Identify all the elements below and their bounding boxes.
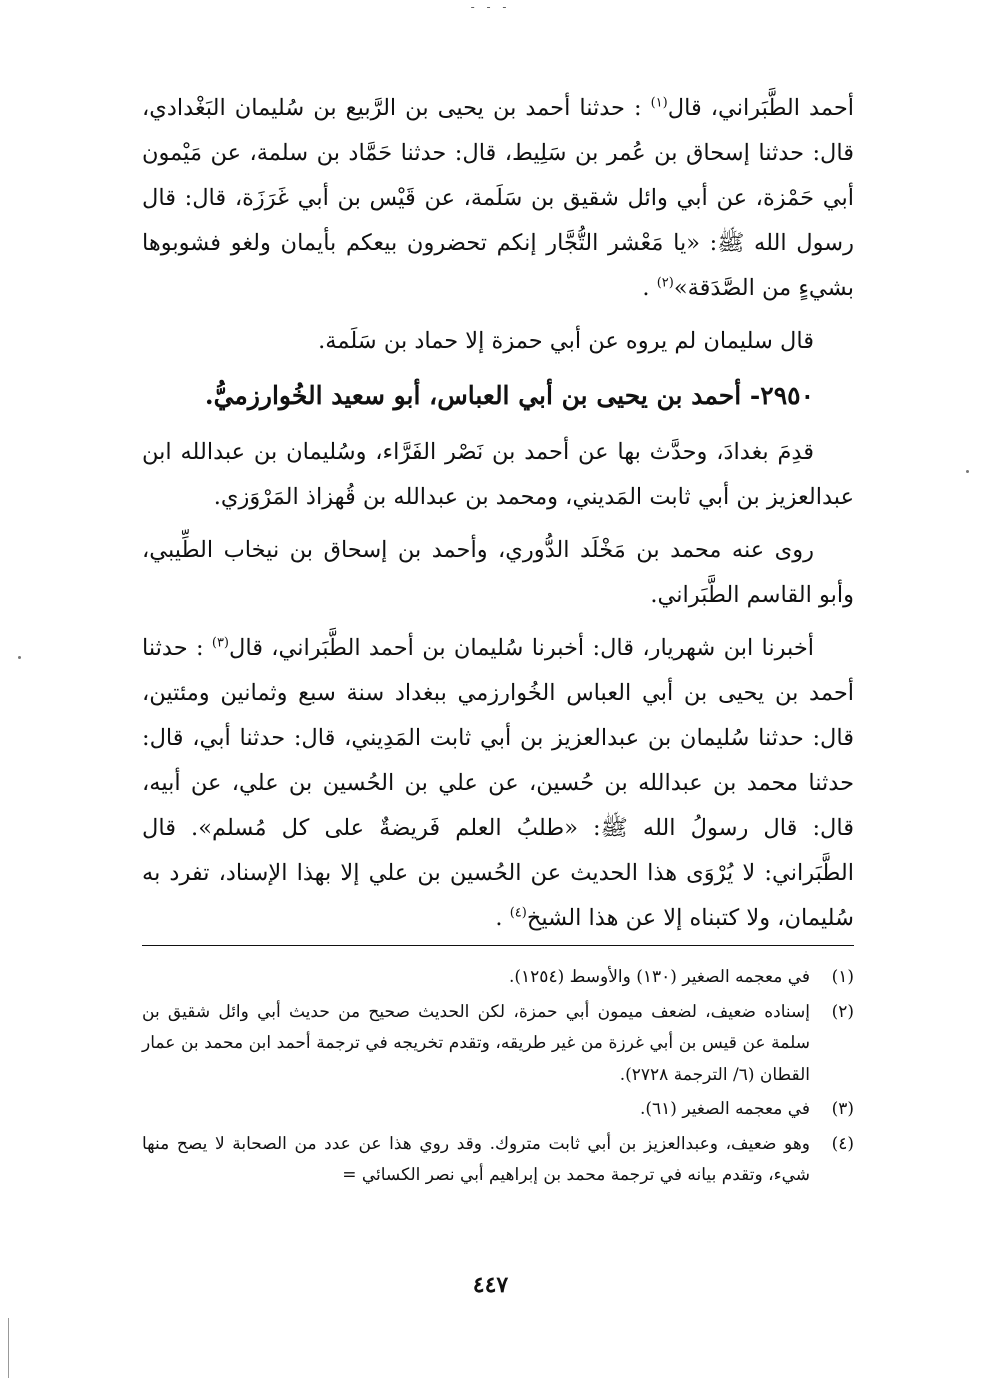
scan-speck (18, 656, 21, 659)
paragraph-5-part-c: . (495, 905, 510, 931)
paragraph-1-part-a: أحمد الطَّبَراني، قال (667, 95, 855, 121)
footnote-ref-3[interactable]: (٣) (211, 635, 229, 651)
paragraph-5-part-b: : حدثنا أحمد بن يحيى بن أبي العباس الخُوارزمي ببغداد سنة سبع وثمانين ومئتين، قال: حدثنا سُليمان بن عبدالعزيز بن أبي ثابت المَدِيني، قال: حدثنا أبي، قال: حدثنا محمد بن عبدالله بن حُسين، عن علي بن الحُسين بن علي، عن أبيه، قال: قال رسولُ الله ﷺ: «طلبُ العلم فَريضةٌ على كل مُسلم». قال الطَّبَراني: لا يُرْوَى هذا الحديث عن الحُسين بن علي إلا بهذا الإسناد، تفرد به سُليمان، ولا كتبناه إلا عن هذا الشيخ (142, 635, 854, 931)
footnote-ref-4[interactable]: (٤) (509, 905, 527, 921)
paragraph-1-part-c: . (642, 275, 657, 301)
paragraph-1-part-b: : حدثنا أحمد بن يحيى بن الرَّبيع بن سُليمان البَغْدادي، قال: حدثنا إسحاق بن عُمر بن سَلِيط، قال: حدثنا حَمَّاد بن سلمة، عن مَيْمون أبي حَمْزة، عن أبي وائل شقيق بن سَلَمة، عن قَيْس بن أبي غَرَزَة، قال: قال رسول الله ﷺ: «يا مَعْشر التُّجَّار إنكم تحضرون بيعكم بأيمان ولغو فشوبوها بشيءٍ من الصَّدَقة» (142, 95, 854, 301)
footnote-3 (142, 1094, 854, 1126)
footnote-text: في معجمه الصغير (٦١). (639, 1099, 810, 1119)
footnote-number: (١) (831, 967, 854, 987)
scan-speck (966, 470, 969, 473)
footnote-number: (٢) (831, 1001, 854, 1022)
paragraph-5-part-a: أخبرنا ابن شهريار، قال: أخبرنا سُليمان بن أحمد الطَّبَراني، قال (229, 635, 815, 661)
footnote-text: وهو ضعيف، وعبدالعزيز بن أبي ثابت متروك. وقد روي هذا عن عدد من الصحابة لا يصح منها شيء، وتقدم بيانه في ترجمة محمد بن إبراهيم أبي نصر الكسائي = (142, 1133, 810, 1185)
page-body (142, 86, 854, 941)
footnote-2 (142, 997, 854, 1092)
footnote-number: (٤) (831, 1133, 854, 1154)
footnote-ref-2[interactable]: (٢) (656, 275, 674, 291)
paragraph-4: روى عنه محمد بن مَخْلَد الدُّوري، وأحمد بن إسحاق بن نيخاب الطِّيبي، وأبو القاسم الطَّبَراني. (142, 537, 854, 608)
paragraph-1 (142, 86, 854, 311)
footnote-1 (142, 962, 854, 994)
footnote-ref-1[interactable]: (١) (650, 95, 668, 111)
footnotes (142, 962, 854, 1192)
footnote-number: (٣) (831, 1099, 854, 1119)
page-number: ٤٤٧ (472, 1272, 509, 1298)
main-text (142, 86, 854, 941)
paragraph-2: قال سليمان لم يروه عن أبي حمزة إلا حماد بن سَلَمة. (318, 328, 814, 354)
top-mark: - - - (470, 0, 511, 14)
scan-margin-mark (8, 1318, 9, 1378)
footnote-4 (142, 1129, 854, 1192)
footnote-text: في معجمه الصغير (١٣٠) والأوسط (١٢٥٤). (509, 967, 810, 987)
paragraph-5 (142, 626, 854, 941)
paragraph-3: قدِمَ بغدادَ، وحدَّث بها عن أحمد بن نَصْر الفَرَّاء، وسُليمان بن عبدالله ابن عبدالعزيز بن أبي ثابت المَديني، ومحمد بن عبدالله بن قُهزاذ المَرْوَزي. (142, 439, 854, 510)
footnote-text: إسناده ضعيف، لضعف ميمون أبي حمزة، لكن الحديث صحيح من حديث أبي وائل شقيق بن سلمة عن قيس بن أبي غرزة من غير طريقه، وتقدم تخريجه في ترجمة أحمد ابن محمد بن عمار القطان (٦/ الترجمة ٢٧٢٨). (142, 1001, 810, 1085)
entry-heading: ٢٩٥٠- أحمد بن يحيى بن أبي العباس، أبو سعيد الخُوارزميُّ. (204, 381, 814, 410)
footnote-separator (142, 945, 854, 946)
